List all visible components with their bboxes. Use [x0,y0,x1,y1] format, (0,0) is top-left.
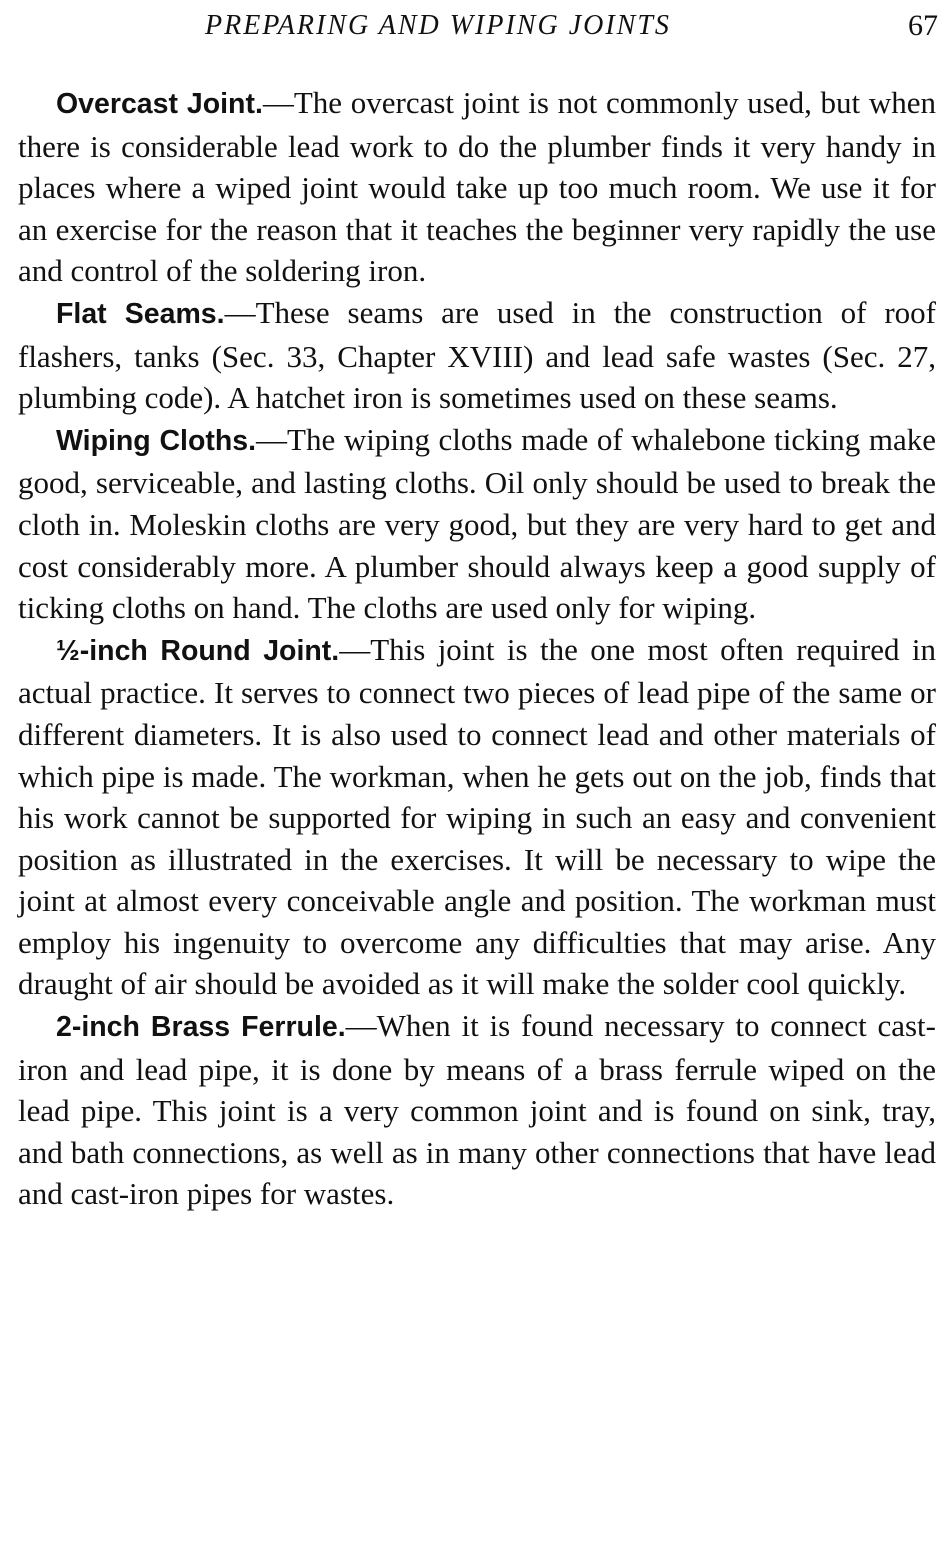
paragraph-overcast-joint [18,82,936,292]
page-header [0,6,950,46]
paragraph-wiping-cloths [18,419,936,629]
section-heading: Overcast Joint. [56,88,263,120]
paragraph-round-joint [18,629,936,1005]
section-text: —This joint is the one most often required in actual practice. It serves to connect two pieces of lead pipe of the same or different diameters. It is also used to connect lead and other materials of which pipe is made. The workman, when he gets out on the job, finds that his work cannot be supported for wiping in such an easy and convenient position as illustrated in the exercises. It will be necessary to wipe the joint at almost every conceivable angle and position. The workman must employ his ingenuity to overcome any difficulties that may arise. Any draught of air should be avoided as it will make the solder cool quickly. [18,631,936,1002]
running-title: PREPARING AND WIPING JOINTS [205,10,671,41]
paragraph-brass-ferrule [18,1005,936,1215]
section-heading: Wiping Cloths. [56,424,257,457]
section-text: —The overcast joint is not commonly used, but when there is considerable lead work to do the plumber finds it very handy in places where a wiped joint would take up too much room. We use it for an exercise for the reason that it teaches the beginner very rapidly the use and control of the soldering iron. [18,85,937,289]
section-heading: ½-inch Round Joint. [56,634,340,667]
section-text: —When it is found necessary to connect cast-iron and lead pipe, it is done by means of a brass ferrule wiped on the lead pipe. This joint is a very common joint and is found on sink, tray, and bath connections, as well as in many other connections that have lead and cast-iron pipes for wastes. [18,1008,936,1212]
section-heading: 2-inch Brass Ferrule. [56,1011,346,1044]
section-text: —The wiping cloths made of whalebone ticking make good, serviceable, and lasting cloths. Oil only should be used to break the cloth in. Moleskin cloths are very good, but they are very hard to get and cost considerably more. A plumber should always keep a good supply of ticking cloths on hand. The cloths are used only for wiping. [18,421,936,626]
section-text: —These seams are used in the construction of roof flashers, tanks (Sec. 33, Chapter XVIII) and lead safe wastes (Sec. 27, plumbing code). A hatchet iron is sometimes used on these seams. [18,294,936,416]
page-body [18,82,936,1215]
paragraph-flat-seams [18,292,936,419]
page-number: 67 [908,9,938,42]
section-heading: Flat Seams. [56,297,225,330]
